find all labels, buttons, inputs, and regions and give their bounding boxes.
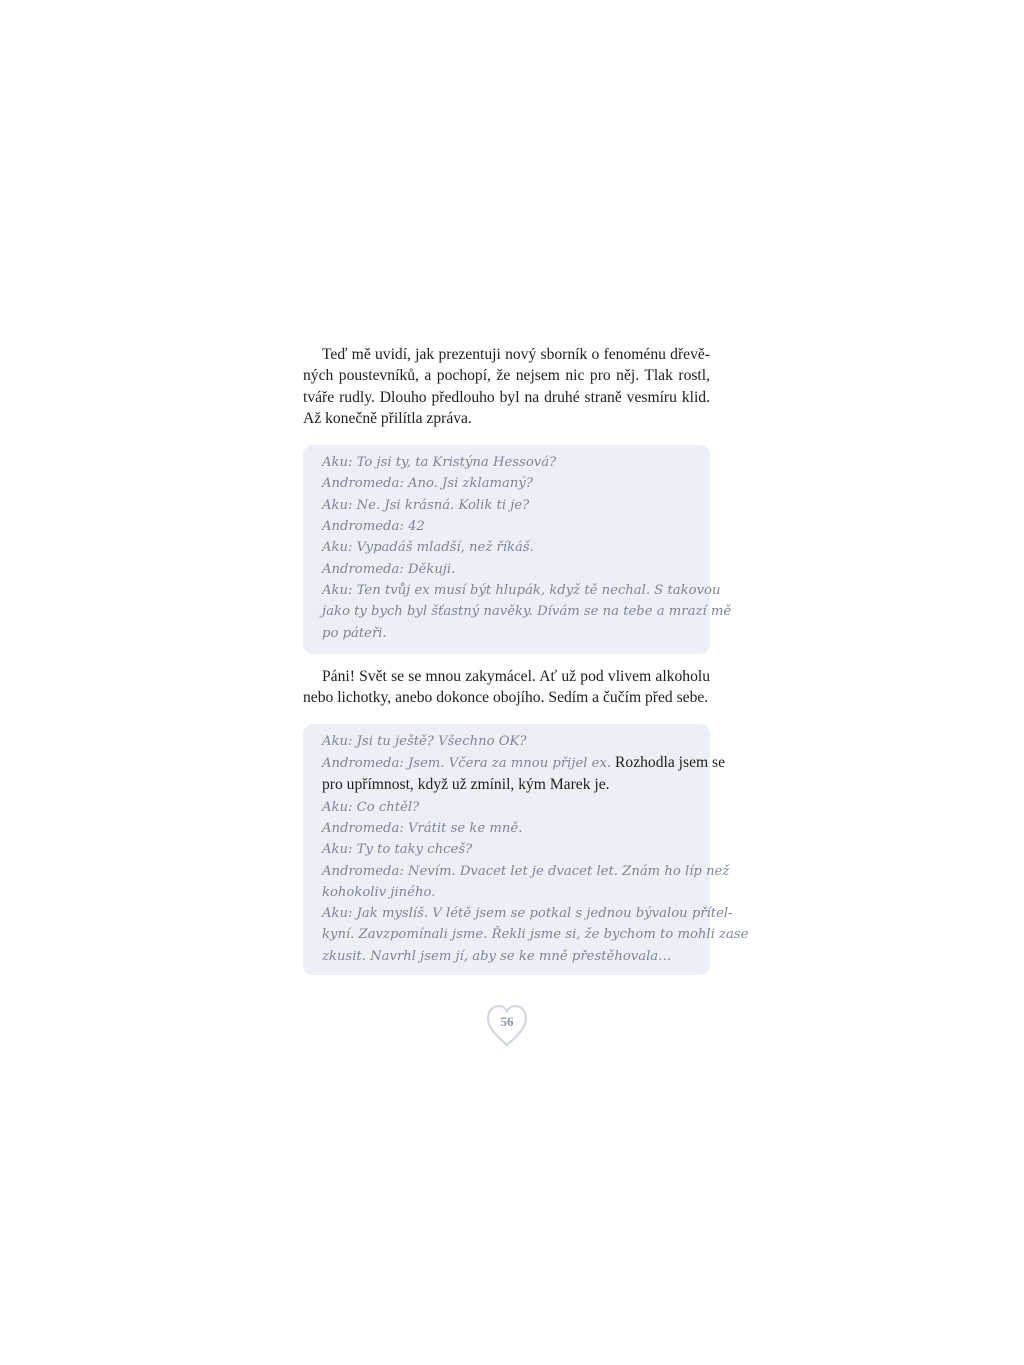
chat-line: Aku: Ty to taky chceš? (322, 842, 473, 858)
chat-line: Andromeda: Vrátit se ke mně. (322, 820, 523, 836)
paragraph-line: tváře rudly. Dlouho předlouho byl na druhé straně vesmíru klid. (303, 388, 710, 406)
paragraph-line: Až konečně přilítla zpráva. (303, 409, 472, 427)
chat-line: jako ty bych byl šťastný navěky. Dívám se na tebe a mrazí mě (322, 604, 732, 620)
paragraph-1 (303, 344, 710, 429)
chat-line-mixed (322, 752, 726, 774)
paragraph-line: ných poustevníků, a pochopí, že nejsem nic pro něj. Tlak rostl, (303, 367, 710, 385)
chat-line: Aku: Ne. Jsi krásná. Kolik ti je? (322, 497, 530, 513)
page-number-badge (486, 1004, 528, 1048)
chat-line: Aku: Jak myslíš. V létě jsem se potkal s jednou bývalou přítel- (322, 906, 733, 922)
chat-line: zkusit. Navrhl jsem jí, aby se ke mně přestěhovala… (322, 948, 672, 964)
chat-line: Andromeda: Ano. Jsi zklamaný? (322, 476, 533, 492)
chat-line: Aku: Vypadáš mladší, než říkáš. (322, 540, 534, 556)
chat-line-plain-part: pro upřímnost, když už zmínil, kým Marek je. (322, 776, 610, 794)
chat-line: Andromeda: 42 (322, 519, 425, 535)
chat-box-2 (303, 724, 749, 975)
chat-line: Aku: Jsi tu ještě? Všechno OK? (322, 733, 527, 749)
chat-line: Aku: Co chtěl? (322, 799, 420, 815)
chat-box-1 (303, 445, 732, 654)
chat-line: kyní. Zavzpomínali jsme. Řekli jsme si, že bychom to mohli zase (322, 927, 749, 943)
chat-line: Andromeda: Nevím. Dvacet let je dvacet let. Znám ho líp než (322, 863, 730, 879)
paragraph-line: nebo lichotky, anebo dokonce obojího. Sedím a čučím před sebe. (303, 689, 709, 707)
paragraph-line: Teď mě uvidí, jak prezentuji nový sborník o fenoménu dřevě- (322, 346, 710, 363)
chat-line: Aku: Ten tvůj ex musí být hlupák, když tě nechal. S takovou (322, 582, 721, 598)
text-column (303, 344, 749, 975)
page-number: 56 (500, 1014, 514, 1029)
chat-line-plain (322, 774, 691, 796)
paragraph-line: Páni! Svět se se mnou zakymácel. Ať už pod vlivem alkoholu (322, 668, 710, 686)
chat-line-italic-part: Andromeda: Jsem. Včera za mnou přijel ex. (322, 756, 612, 772)
chat-line-plain-part: Rozhodla jsem se (611, 754, 726, 772)
chat-line: po páteři. (322, 625, 387, 641)
chat-line: kohokoliv jiného. (322, 884, 436, 900)
paragraph-2 (303, 666, 710, 709)
chat-line: Aku: To jsi ty, ta Kristýna Hessová? (322, 455, 557, 471)
chat-line: Andromeda: Děkuji. (322, 561, 456, 577)
